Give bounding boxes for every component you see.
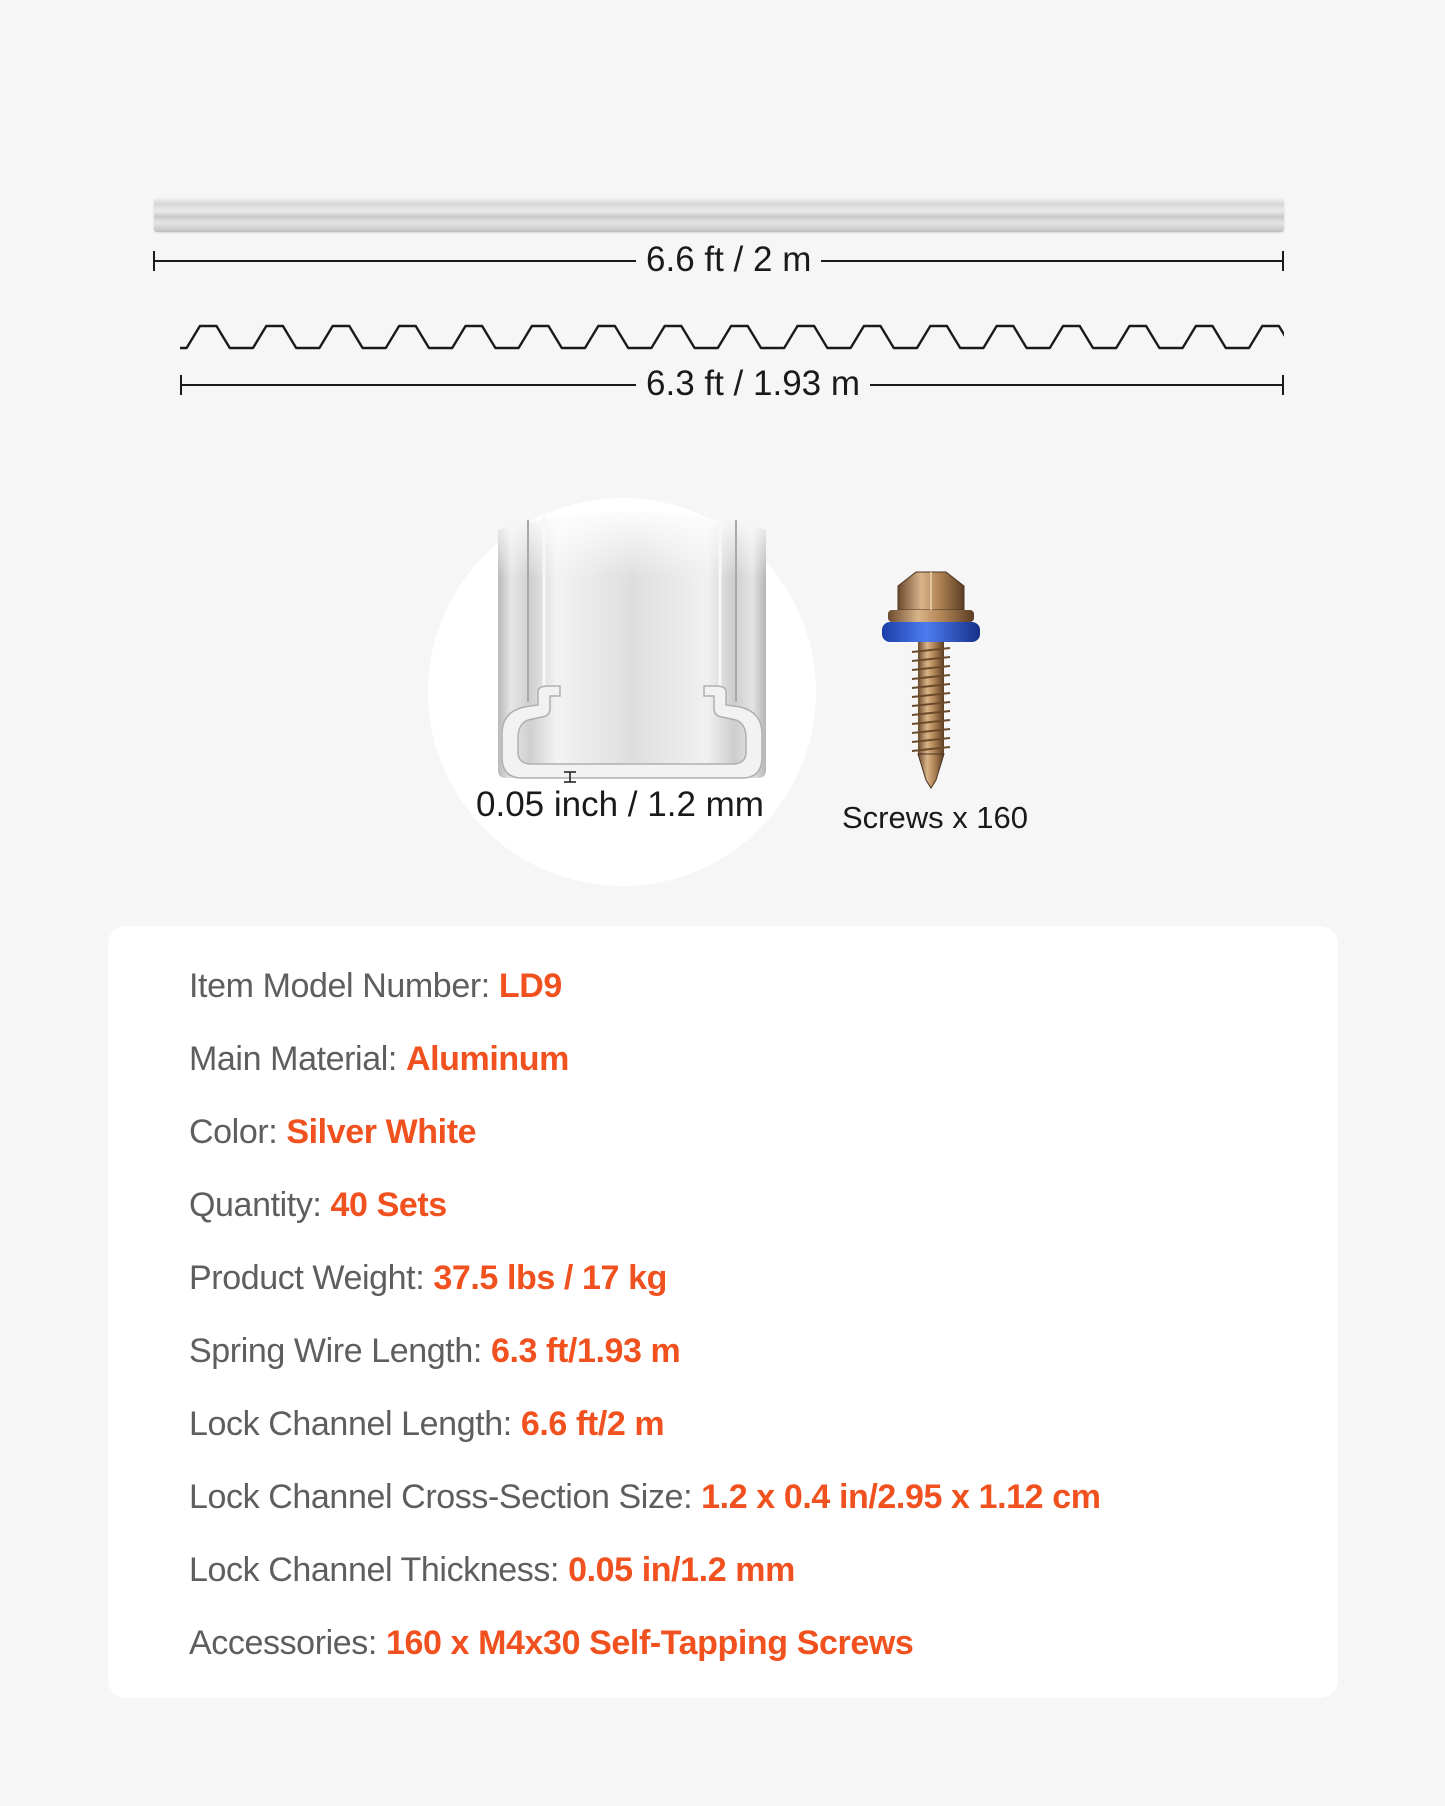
- spec-value: 6.3 ft/1.93 m: [490, 1332, 681, 1370]
- spec-label: Product Weight:: [189, 1259, 434, 1297]
- spec-label: Quantity:: [189, 1186, 331, 1224]
- spec-row-cross-section-size: [189, 1473, 1101, 1521]
- channel-length-label: 6.6 ft / 2 m: [636, 240, 821, 280]
- screws-quantity-label: Screws x 160: [841, 800, 1029, 835]
- spec-value: 40 Sets: [330, 1186, 447, 1224]
- spec-label: Item Model Number:: [189, 967, 499, 1005]
- spec-value: 0.05 in/1.2 mm: [568, 1551, 795, 1589]
- spec-row-main-material: [189, 1035, 569, 1083]
- thickness-label: 0.05 inch / 1.2 mm: [476, 785, 764, 824]
- spec-label: Lock Channel Length:: [189, 1405, 521, 1443]
- dimension-tick-right: [1282, 251, 1284, 271]
- spec-label: Lock Channel Thickness:: [189, 1551, 569, 1589]
- spring-wire-image: [180, 320, 1284, 354]
- spec-value: Aluminum: [405, 1040, 569, 1078]
- spec-label: Color:: [189, 1113, 287, 1151]
- lock-channel-closeup-image: [492, 502, 772, 792]
- dimension-tick-right: [1282, 375, 1284, 395]
- spec-value: 37.5 lbs / 17 kg: [433, 1259, 667, 1297]
- spec-value: 160 x M4x30 Self-Tapping Screws: [385, 1624, 914, 1662]
- spec-row-lock-channel-length: [189, 1400, 664, 1448]
- spec-value: 1.2 x 0.4 in/2.95 x 1.12 cm: [701, 1478, 1101, 1516]
- spec-row-quantity: [189, 1181, 447, 1229]
- spec-value: LD9: [498, 967, 562, 1005]
- spec-label: Accessories:: [189, 1624, 386, 1662]
- spec-row-lock-channel-thickness: [189, 1546, 795, 1594]
- spec-row-color: [189, 1108, 476, 1156]
- spec-row-model-number: [189, 962, 562, 1010]
- spec-label: Spring Wire Length:: [189, 1332, 491, 1370]
- spec-label: Main Material:: [189, 1040, 406, 1078]
- spring-wire-length-label: 6.3 ft / 1.93 m: [636, 364, 870, 404]
- spec-value: 6.6 ft/2 m: [520, 1405, 665, 1443]
- spec-row-accessories: [189, 1619, 913, 1667]
- spec-row-spring-wire-length: [189, 1327, 680, 1375]
- self-tapping-screw-image: [876, 568, 986, 790]
- spec-row-product-weight: [189, 1254, 667, 1302]
- lock-channel-rail-image: [154, 198, 1284, 232]
- spec-value: Silver White: [286, 1113, 477, 1151]
- spec-label: Lock Channel Cross-Section Size:: [189, 1478, 702, 1516]
